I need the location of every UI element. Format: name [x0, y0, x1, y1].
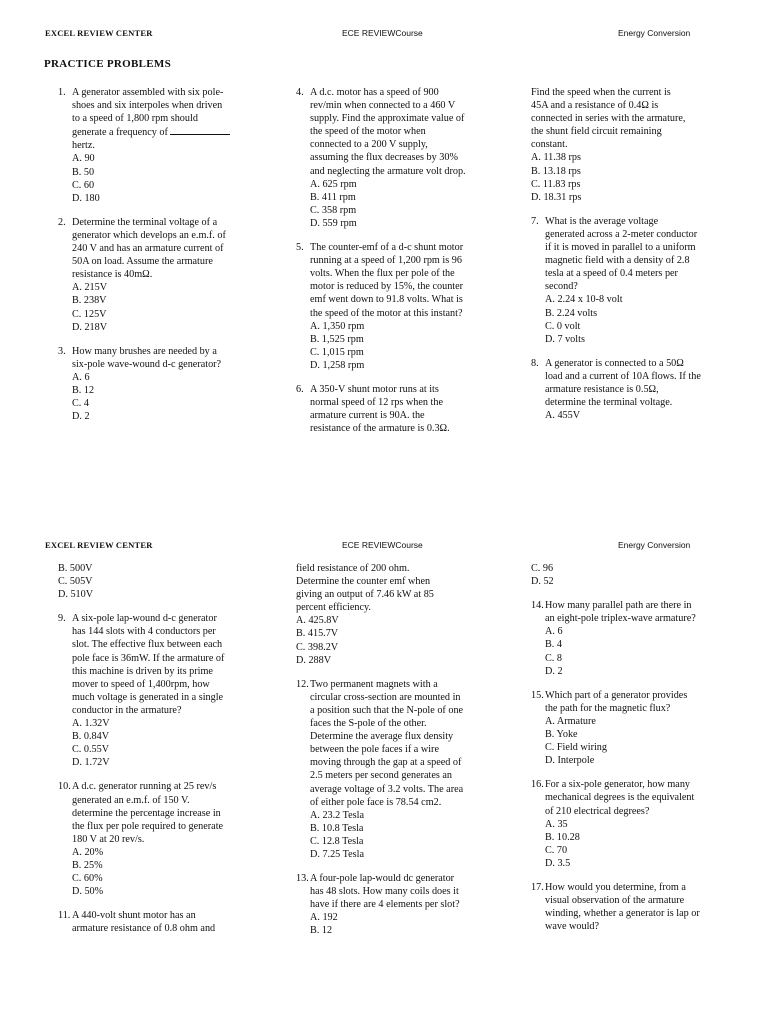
question-text: Two permanent magnets with a circular cross-section are mounted in a position such that the N-pole of one faces the S-pole of the other. Determine the average flux density between the pole faces if a wire moving through the gap at a speed of 2.5 meters per second generates an average voltage of 3.2 volts. The area of either pole face is 78.54 cm2. — [310, 678, 464, 808]
page-header — [0, 540, 768, 554]
header-right: Energy Conversion — [618, 540, 691, 550]
question-item — [531, 689, 731, 768]
answer-option: A. 35 — [545, 818, 568, 830]
answer-option: C. 0 volt — [545, 320, 581, 332]
question-text: A d.c. generator running at 25 rev/s generated an e.m.f. of 150 V. determine the percentage increase in the flux per pole required to generate 180 V at 20 rev/s. — [72, 781, 224, 845]
answer-option: D. 7.25 Tesla — [310, 848, 364, 860]
answer-option: C. 60 — [72, 179, 95, 191]
header-center: ECE REVIEWCourse — [342, 540, 423, 550]
question-text: Determine the terminal voltage of a generator which develops an e.m.f. of 240 V and has an armature current of 50A on load. Assume the armature resistance is 40mΩ. — [72, 216, 226, 281]
answer-option: C. 4 — [72, 398, 89, 410]
question-text: A four-pole lap-would dc generator has 48 slots. How many coils does it have if there are 4 elements per slot? — [310, 873, 460, 911]
answer-option: C. 96 — [531, 563, 554, 574]
question-number: 15. — [531, 689, 544, 701]
answer-option: B. 4 — [545, 639, 562, 651]
question-text: Find the speed when the current is 45A and a resistance of 0.4Ω is connected in series with the armature, the shunt field circuit remaining constant. — [531, 87, 686, 151]
answer-option: A. 425.8V — [296, 615, 339, 627]
answer-option: B. 0.84V — [72, 731, 110, 743]
question-text: Which part of a generator provides the path for the magnetic flux? — [545, 689, 688, 714]
question-continuation — [531, 562, 731, 588]
answer-option: A. 90 — [72, 153, 95, 165]
question-item — [296, 872, 496, 937]
answer-option: D. 50% — [72, 886, 104, 898]
question-text: A generator is connected to a 50Ω load and a current of 10A flows. If the armature resistance is 0.5Ω, determine the terminal voltage. — [545, 357, 701, 409]
answer-option: A. 20% — [72, 846, 104, 858]
column-3 — [531, 86, 731, 433]
answer-option: B. 50 — [72, 166, 95, 178]
answer-option: B. 411 rpm — [310, 191, 356, 203]
question-text: A d.c. motor has a speed of 900 rev/min when connected to a 460 V supply. Find the approximate value of the speed of the motor when connected to a 200 V supply, assuming the flux decreases by 30% and neglecting the armature volt drop. — [310, 87, 466, 177]
answer-option: A. 455V — [545, 410, 581, 422]
question-number: 16. — [531, 779, 544, 791]
page-2 — [0, 512, 768, 1024]
answer-option: B. 2.24 volts — [545, 307, 598, 319]
answer-option: B. 238V — [72, 295, 107, 307]
question-item — [58, 780, 268, 898]
answer-option: C. 125V — [72, 308, 107, 320]
question-text: A generator assembled with six pole- shoes and six interpoles when driven to a speed of 1,800 rpm should generate a frequency of hertz. — [72, 86, 268, 152]
answer-option: A. 625 rpm — [310, 178, 357, 190]
answer-option: D. Interpole — [545, 755, 595, 767]
answer-option: C. 11.83 rps — [531, 178, 581, 190]
answer-option: B. Yoke — [545, 729, 578, 741]
question-text: For a six-pole generator, how many mechanical degrees is the equivalent of 210 electrical degrees? — [545, 779, 695, 817]
question-number: 3. — [58, 345, 66, 357]
question-item — [531, 215, 731, 346]
answer-option: D. 218V — [72, 321, 108, 333]
question-text: A 350-V shunt motor runs at its normal speed of 12 rps when the armature current is 90A. the resistance of the armature is 0.3Ω. — [310, 383, 450, 435]
question-text: A six-pole lap-wound d-c generator has 144 slots with 4 conductors per slot. The effective flux between each pole face is 36mW. If the armature of this machine is driven by its prime mover to speed of 1,400rpm, how much voltage is generated in a single conductor in the armature? — [72, 613, 225, 716]
answer-option: A. 11.38 rps — [531, 152, 581, 164]
question-number: 10. — [58, 781, 71, 793]
answer-option: D. 510V — [58, 589, 94, 601]
question-number: 17. — [531, 881, 544, 893]
answer-option: C. 12.8 Tesla — [310, 835, 364, 847]
question-number: 1. — [58, 87, 66, 98]
answer-option: B. 10.8 Tesla — [310, 822, 364, 834]
question-text: How would you determine, from a visual observation of the armature winding, whether a generator is lap or wave would? — [545, 881, 700, 933]
column-1 — [58, 86, 268, 434]
question-text-continued: hertz. — [72, 140, 95, 152]
answer-option: B. 12 — [72, 384, 95, 396]
answer-option: A. Armature — [545, 715, 596, 727]
question-number: 9. — [58, 613, 66, 625]
question-text: What is the average voltage generated across a 2-meter conductor if it is moved in parallel to a uniform magnetic field with a density of 2.8 tesla at a speed of 0.4 meters per second? — [545, 215, 698, 293]
answer-option: A. 2.24 x 10-8 volt — [545, 294, 623, 306]
question-number: 13. — [296, 873, 309, 885]
answer-option: D. 18.31 rps — [531, 191, 582, 203]
answer-option: C. 70 — [545, 844, 568, 856]
answer-option: A. 6 — [545, 626, 563, 638]
answer-option: C. 0.55V — [72, 744, 110, 756]
question-number: 2. — [58, 216, 66, 228]
question-text: field resistance of 200 ohm. Determine the counter emf when giving an output of 7.46 kW at 85 percent efficiency. — [296, 563, 434, 614]
answer-option: C. 358 rpm — [310, 204, 357, 216]
header-right: Energy Conversion — [618, 28, 691, 38]
question-number: 11. — [58, 910, 71, 922]
question-item — [58, 86, 268, 205]
page-title: PRACTICE PROBLEMS — [44, 58, 172, 70]
question-item — [58, 345, 268, 424]
question-item — [58, 909, 268, 935]
answer-option: D. 559 rpm — [310, 217, 357, 229]
column-1 — [58, 562, 268, 946]
question-number: 12. — [296, 678, 309, 690]
answer-option: C. 1,015 rpm — [310, 346, 364, 358]
column-2 — [296, 86, 496, 446]
header-center: ECE REVIEWCourse — [342, 28, 423, 38]
question-text: A 440-volt shunt motor has an armature resistance of 0.8 ohm and — [72, 910, 216, 935]
question-item — [296, 241, 496, 372]
answer-option: A. 1.32V — [72, 718, 110, 730]
answer-option: B. 13.18 rps — [531, 165, 581, 177]
question-number: 8. — [531, 357, 539, 369]
answer-option: B. 25% — [72, 859, 103, 871]
fill-in-blank — [170, 125, 230, 135]
column-3 — [531, 562, 731, 944]
answer-option: B. 415.7V — [296, 628, 339, 640]
question-text: How many parallel path are there in an eight-pole triplex-wave armature? — [545, 600, 696, 625]
answer-option: C. 505V — [58, 576, 93, 588]
answer-option: C. 398.2V — [296, 641, 339, 653]
question-number: 5. — [296, 242, 304, 254]
answer-option: D. 52 — [531, 576, 554, 588]
question-item — [531, 599, 731, 678]
header-left: EXCEL REVIEW CENTER — [45, 28, 153, 38]
answer-option: D. 180 — [72, 192, 100, 204]
question-continuation — [296, 562, 496, 667]
question-item — [531, 357, 731, 422]
answer-option: C. Field wiring — [545, 742, 607, 754]
page-header — [0, 28, 768, 42]
question-item — [58, 612, 268, 769]
question-continuation — [58, 562, 268, 601]
question-text: The counter-emf of a d-c shunt motor running at a speed of 1,200 rpm is 96 volts. When the flux per pole of the motor is reduced by 15%, the counter emf went down to 91.8 volts. What is the speed of the motor at this instant? — [310, 242, 464, 319]
answer-option: A. 23.2 Tesla — [310, 809, 364, 821]
question-item — [296, 383, 496, 435]
answer-option: A. 6 — [72, 371, 90, 383]
question-item — [58, 216, 268, 334]
answer-option: B. 500V — [58, 563, 93, 574]
answer-option: B. 1,525 rpm — [310, 333, 364, 345]
answer-option: D. 1,258 rpm — [310, 359, 365, 371]
question-number: 7. — [531, 215, 539, 227]
question-item — [296, 678, 496, 861]
answer-option: D. 7 volts — [545, 333, 585, 345]
question-item — [531, 778, 731, 870]
answer-option: A. 192 — [310, 912, 338, 924]
answer-option: D. 288V — [296, 654, 332, 666]
question-number: 4. — [296, 87, 304, 98]
answer-option: C. 60% — [72, 873, 103, 885]
answer-option: A. 1,350 rpm — [310, 320, 365, 332]
answer-option: D. 2 — [72, 411, 90, 423]
answer-option: B. 10.28 — [545, 831, 580, 843]
answer-option: D. 2 — [545, 665, 563, 677]
question-item — [296, 86, 496, 230]
question-continuation — [531, 86, 731, 204]
answer-option: C. 8 — [545, 652, 562, 664]
question-number: 6. — [296, 383, 304, 395]
header-left: EXCEL REVIEW CENTER — [45, 540, 153, 550]
question-text: How many brushes are needed by a six-pole wave-wound d-c generator? — [72, 345, 222, 370]
answer-option: B. 12 — [310, 925, 333, 937]
column-2 — [296, 562, 496, 949]
question-item — [531, 881, 731, 933]
question-number: 14. — [531, 600, 544, 612]
answer-option: A. 215V — [72, 282, 108, 294]
answer-option: D. 3.5 — [545, 857, 571, 869]
answer-option: D. 1.72V — [72, 757, 110, 769]
